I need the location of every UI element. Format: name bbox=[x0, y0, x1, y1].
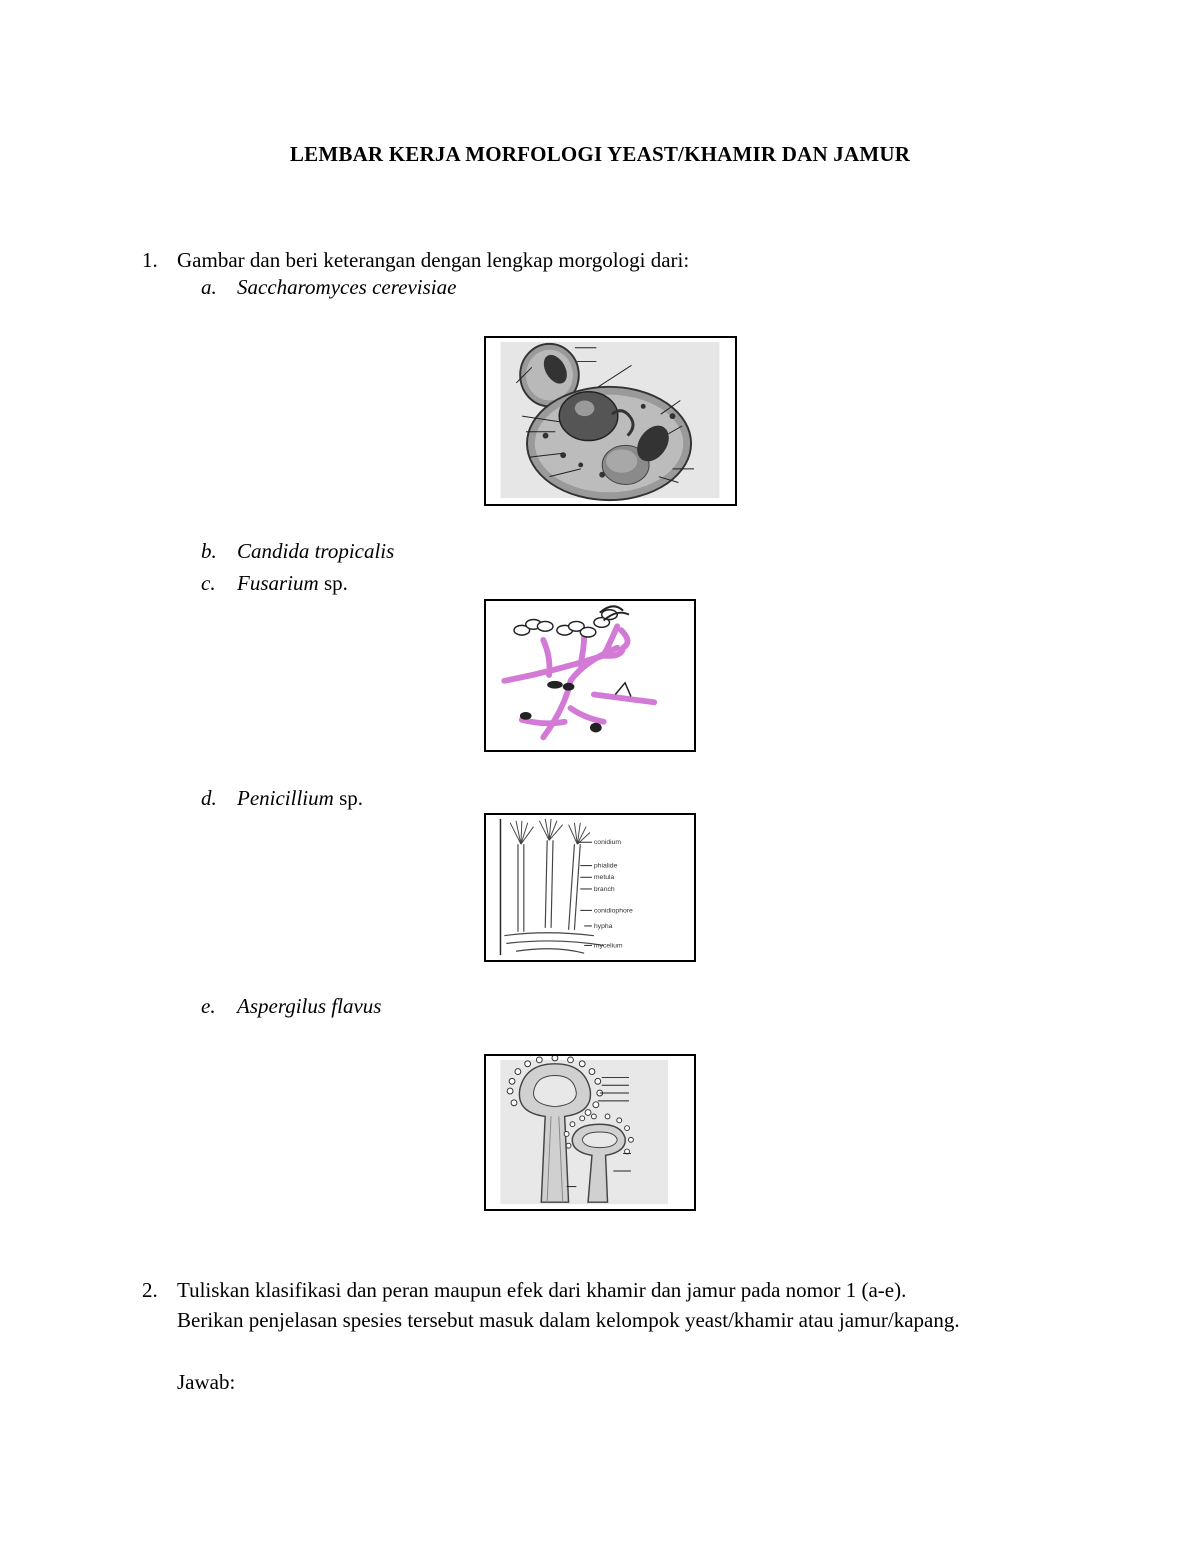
figure-penicillium bbox=[484, 813, 696, 962]
label-conidiophore: conidiophore bbox=[593, 907, 633, 915]
yeast-cell-diagram bbox=[486, 338, 735, 504]
label-mycelium: mycelium bbox=[593, 942, 623, 950]
question-2-number: 2. bbox=[142, 1278, 158, 1302]
question-1-number: 1. bbox=[142, 248, 158, 272]
item-c-name: Fusarium bbox=[237, 571, 319, 595]
label-conidium: conidium bbox=[593, 839, 622, 847]
item-e-name: Aspergilus flavus bbox=[237, 994, 382, 1018]
item-c-suffix: sp. bbox=[318, 571, 348, 595]
figure-saccharomyces bbox=[484, 336, 737, 506]
question-1-text: Gambar dan beri keterangan dengan lengkap morgologi dari: bbox=[177, 248, 690, 272]
question-2-line-1: Tuliskan klasifikasi dan peran maupun efek dari khamir dan jamur pada nomor 1 (a-e). bbox=[177, 1278, 907, 1302]
figure-fusarium bbox=[484, 599, 696, 752]
item-b bbox=[201, 539, 394, 564]
answer-label: Jawab: bbox=[177, 1370, 236, 1394]
item-c-letter: c. bbox=[201, 571, 216, 595]
item-d-name: Penicillium bbox=[237, 786, 334, 810]
item-c bbox=[201, 571, 348, 596]
item-a bbox=[201, 275, 456, 300]
item-a-name: Saccharomyces cerevisiae bbox=[237, 275, 457, 299]
label-metula: metula bbox=[593, 874, 615, 882]
item-d-letter: d. bbox=[201, 786, 217, 810]
label-phialide: phialide bbox=[593, 862, 618, 870]
item-d-suffix: sp. bbox=[333, 786, 363, 810]
item-e-letter: e. bbox=[201, 994, 216, 1018]
item-d bbox=[201, 786, 363, 811]
item-e bbox=[201, 994, 381, 1019]
figure-aspergillus bbox=[484, 1054, 696, 1211]
aspergillus-diagram bbox=[486, 1056, 694, 1209]
item-b-name: Candida tropicalis bbox=[237, 539, 395, 563]
label-hypha: hypha bbox=[593, 922, 613, 930]
fusarium-hyphae-diagram bbox=[486, 601, 694, 750]
page-title: LEMBAR KERJA MORFOLOGI YEAST/KHAMIR DAN JAMUR bbox=[289, 142, 911, 166]
label-branch: branch bbox=[593, 885, 615, 893]
item-a-letter: a. bbox=[201, 275, 217, 299]
question-2-line-2: Berikan penjelasan spesies tersebut masuk dalam kelompok yeast/khamir atau jamur/kapang. bbox=[177, 1308, 960, 1332]
penicillium-diagram bbox=[486, 815, 694, 960]
item-b-letter: b. bbox=[201, 539, 217, 563]
